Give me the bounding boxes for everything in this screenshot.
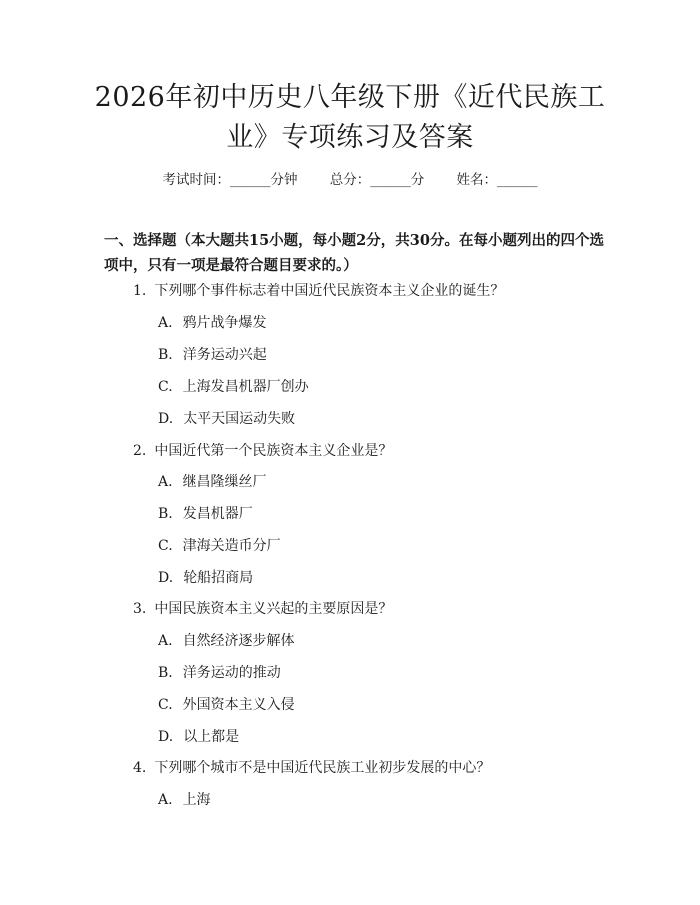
exam-meta-line — [0, 168, 700, 188]
option-text: 上海发昌机器厂创办 — [182, 379, 309, 395]
option-text: 自然经济逐步解体 — [182, 633, 295, 649]
option-text: 外国资本主义入侵 — [182, 697, 295, 713]
option-letter: C. — [158, 697, 173, 713]
question-number: 2. — [133, 443, 147, 459]
option-letter: D. — [158, 729, 174, 745]
option-text: 洋务运动兴起 — [182, 347, 267, 363]
option-letter: D. — [158, 411, 174, 427]
option-letter: B. — [158, 665, 173, 681]
option-letter: A. — [158, 315, 173, 331]
option-letter: A. — [158, 474, 173, 490]
total-score-field: 总分：______分 — [329, 172, 425, 188]
option-letter: A. — [158, 633, 173, 649]
question-1-option-d — [158, 409, 295, 429]
question-4-option-a — [158, 790, 211, 810]
option-text: 轮船招商局 — [183, 570, 254, 586]
option-letter: B. — [158, 347, 173, 363]
question-3-option-d — [158, 727, 239, 747]
option-letter: D. — [158, 570, 174, 586]
question-1-option-a — [158, 313, 267, 333]
question-3-option-a — [158, 631, 295, 651]
section-heading: 一、选择题（本大题共15小题，每小题2分，共30分。在每小题列出的四个选项中，只有一项是最符合题目要求的。） — [104, 232, 604, 274]
exam-time-field: 考试时间：______分钟 — [162, 172, 298, 188]
question-text: 中国近代第一个民族资本主义企业是？ — [154, 443, 393, 459]
question-text: 中国民族资本主义兴起的主要原因是？ — [154, 601, 393, 617]
question-text: 下列哪个城市不是中国近代民族工业初步发展的中心？ — [154, 760, 491, 776]
option-letter: B. — [158, 506, 173, 522]
question-1-option-b — [158, 345, 267, 365]
question-number: 3. — [133, 601, 147, 617]
option-text: 发昌机器厂 — [182, 506, 253, 522]
student-name-field: 姓名：______ — [456, 172, 538, 188]
option-letter: C. — [158, 538, 173, 554]
question-2 — [133, 441, 392, 461]
question-3 — [133, 599, 392, 619]
option-text: 以上都是 — [183, 729, 240, 745]
question-1 — [133, 281, 504, 301]
document-title: 2026年初中历史八年级下册《近代民族工业》专项练习及答案 — [94, 82, 606, 153]
question-2-option-b — [158, 504, 253, 524]
option-text: 洋务运动的推动 — [182, 665, 281, 681]
question-2-option-d — [158, 568, 253, 588]
question-2-option-c — [158, 536, 281, 556]
question-text: 下列哪个事件标志着中国近代民族资本主义企业的诞生？ — [154, 283, 505, 299]
question-number: 1. — [133, 283, 147, 299]
question-3-option-b — [158, 663, 281, 683]
option-text: 太平天国运动失败 — [183, 411, 296, 427]
question-3-option-c — [158, 695, 295, 715]
option-letter: C. — [158, 379, 173, 395]
option-letter: A. — [158, 792, 173, 808]
question-2-option-a — [158, 472, 267, 492]
option-text: 津海关造币分厂 — [182, 538, 281, 554]
option-text: 继昌隆缫丝厂 — [182, 474, 267, 490]
option-text: 鸦片战争爆发 — [182, 315, 267, 331]
option-text: 上海 — [182, 792, 211, 808]
question-1-option-c — [158, 377, 309, 397]
question-4 — [133, 758, 490, 778]
question-number: 4. — [133, 760, 147, 776]
